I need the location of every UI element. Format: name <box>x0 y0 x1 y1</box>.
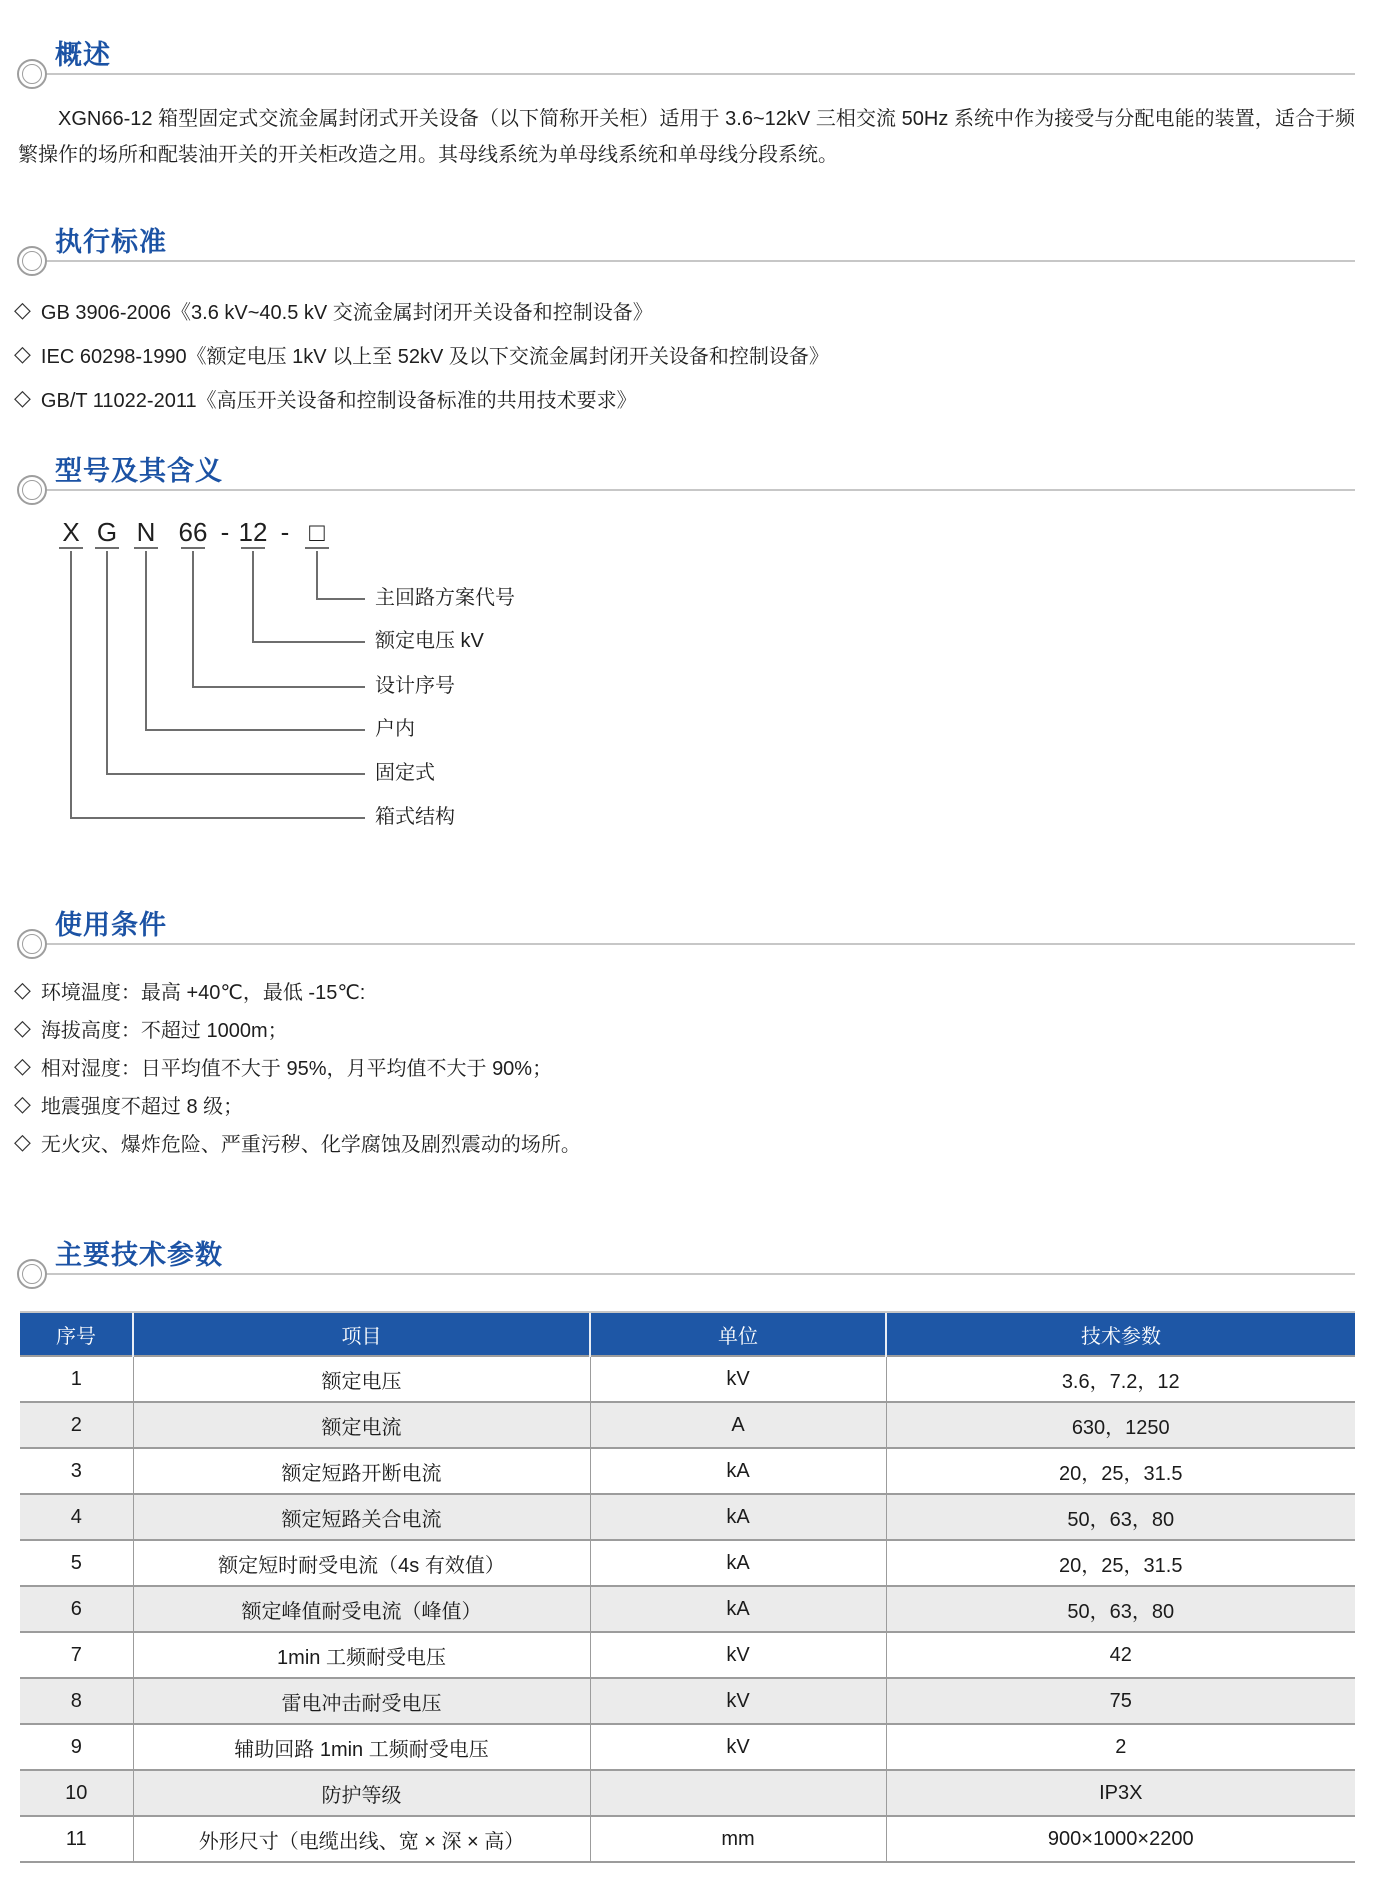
table-row <box>20 1770 1355 1816</box>
table-cell: 20，25，31.5 <box>886 1540 1355 1586</box>
table-cell: 4 <box>20 1494 133 1540</box>
diamond-bullet-icon: ◇ <box>14 341 31 366</box>
parameters-table <box>20 1311 1355 1863</box>
model-label: 设计序号 <box>375 675 455 697</box>
section-ring-inner-icon <box>22 64 42 84</box>
table-cell: kA <box>590 1586 886 1632</box>
table-cell: kV <box>590 1356 886 1402</box>
table-cell: 7 <box>20 1632 133 1678</box>
conditions-item <box>14 1047 1373 1085</box>
table-cell: 3 <box>20 1448 133 1494</box>
model-label: 箱式结构 <box>375 806 455 828</box>
diamond-bullet-icon: ◇ <box>14 1091 31 1116</box>
conditions-item-text: 无火灾、爆炸危险、严重污秽、化学腐蚀及剧烈震动的场所。 <box>40 1133 581 1156</box>
section-title-standards: 执行标准 <box>55 227 167 257</box>
section-model-header <box>0 449 1373 501</box>
table-row <box>20 1678 1355 1724</box>
table-cell: 10 <box>20 1770 133 1816</box>
conditions-item-text: 相对湿度：日平均值不大于 95%，月平均值不大于 90%； <box>40 1057 553 1080</box>
standards-item-text: GB/T 11022-2011《高压开关设备和控制设备标准的共用技术要求》 <box>40 389 637 412</box>
table-cell: kA <box>590 1448 886 1494</box>
table-cell: 防护等级 <box>133 1770 590 1816</box>
table-cell: 50，63，80 <box>886 1586 1355 1632</box>
table-cell: 50，63，80 <box>886 1494 1355 1540</box>
connector-tick <box>181 547 205 549</box>
model-label: 额定电压 kV <box>375 630 484 652</box>
conditions-item <box>14 1085 1373 1123</box>
table-cell: 额定短路关合电流 <box>133 1494 590 1540</box>
connector-line <box>106 773 365 775</box>
connector-line <box>252 551 254 641</box>
model-code-part: □ <box>309 517 325 547</box>
model-label: 户内 <box>375 718 415 740</box>
table-row <box>20 1724 1355 1770</box>
table-row <box>20 1402 1355 1448</box>
model-code-part: - <box>220 517 230 547</box>
table-cell: 1min 工频耐受电压 <box>133 1632 590 1678</box>
table-cell: mm <box>590 1816 886 1862</box>
section-rule <box>30 489 1355 491</box>
conditions-item <box>14 1009 1373 1047</box>
table-cell: kV <box>590 1632 886 1678</box>
table-cell: 42 <box>886 1632 1355 1678</box>
section-title-overview: 概述 <box>55 40 111 70</box>
table-cell: 20，25，31.5 <box>886 1448 1355 1494</box>
table-cell: 2 <box>886 1724 1355 1770</box>
connector-line <box>145 729 365 731</box>
table-cell: 900×1000×2200 <box>886 1816 1355 1862</box>
section-standards-header <box>0 220 1373 272</box>
table-cell: 辅助回路 1min 工频耐受电压 <box>133 1724 590 1770</box>
diamond-bullet-icon: ◇ <box>14 1129 31 1154</box>
table-cell: 5 <box>20 1540 133 1586</box>
table-row <box>20 1448 1355 1494</box>
section-rule <box>30 73 1355 75</box>
table-cell: 6 <box>20 1586 133 1632</box>
table-cell: 75 <box>886 1678 1355 1724</box>
table-row <box>20 1586 1355 1632</box>
table-cell: 额定短时耐受电流（4s 有效值） <box>133 1540 590 1586</box>
conditions-item-text: 环境温度：最高 +40℃，最低 -15℃: <box>40 981 366 1004</box>
table-cell: 1 <box>20 1356 133 1402</box>
section-ring-icon <box>17 475 47 505</box>
table-cell <box>590 1770 886 1816</box>
model-label: 主回路方案代号 <box>375 587 515 609</box>
section-ring-inner-icon <box>22 251 42 271</box>
section-ring-icon <box>17 59 47 89</box>
connector-line <box>192 551 194 686</box>
conditions-item <box>14 971 1373 1009</box>
model-code-part: X <box>62 517 80 547</box>
table-cell: 8 <box>20 1678 133 1724</box>
connector-line <box>70 817 365 819</box>
standards-item-text: IEC 60298-1990《额定电压 1kV 以上至 52kV 及以下交流金属封闭开关设备和控制设备》 <box>40 345 829 368</box>
section-overview-header <box>0 33 1373 85</box>
section-ring-icon <box>17 246 47 276</box>
section-ring-icon <box>17 1259 47 1289</box>
connector-line <box>106 551 108 773</box>
table-cell: IP3X <box>886 1770 1355 1816</box>
section-ring-inner-icon <box>22 934 42 954</box>
table-cell: 11 <box>20 1816 133 1862</box>
table-row <box>20 1540 1355 1586</box>
overview-paragraph: XGN66-12 箱型固定式交流金属封闭式开关设备（以下简称开关柜）适用于 3.6~12kV 三相交流 50Hz 系统中作为接受与分配电能的装置，适合于频繁操作的场所和配装油开关的开关柜改造之用。其母线系统为单母线系统和单母线分段系统。 <box>18 108 1355 166</box>
connector-line <box>192 686 365 688</box>
conditions-item <box>14 1123 1373 1161</box>
table-cell: 外形尺寸（电缆出线、宽 × 深 × 高） <box>133 1816 590 1862</box>
standards-item-text: GB 3906-2006《3.6 kV~40.5 kV 交流金属封闭开关设备和控制设备》 <box>40 301 653 324</box>
table-row <box>20 1494 1355 1540</box>
model-label: 固定式 <box>375 762 435 784</box>
section-rule <box>30 260 1355 262</box>
table-cell: kV <box>590 1724 886 1770</box>
section-title-parameters: 主要技术参数 <box>55 1240 223 1270</box>
table-header-cell: 技术参数 <box>886 1312 1355 1356</box>
table-cell: 630，1250 <box>886 1402 1355 1448</box>
table-row <box>20 1356 1355 1402</box>
connector-line <box>316 598 365 600</box>
conditions-list <box>0 971 1373 1161</box>
model-code-diagram <box>0 511 1373 833</box>
table-cell: 3.6，7.2，12 <box>886 1356 1355 1402</box>
table-cell: 9 <box>20 1724 133 1770</box>
table-header-cell: 单位 <box>590 1312 886 1356</box>
model-code-part: G <box>96 517 118 547</box>
table-row <box>20 1632 1355 1678</box>
model-code-part: 66 <box>178 517 208 547</box>
connector-tick <box>95 547 119 549</box>
table-cell: 额定短路开断电流 <box>133 1448 590 1494</box>
diamond-bullet-icon: ◇ <box>14 385 31 410</box>
table-header-cell: 项目 <box>133 1312 590 1356</box>
diamond-bullet-icon: ◇ <box>14 297 31 322</box>
standards-item <box>14 288 1373 332</box>
table-cell: 雷电冲击耐受电压 <box>133 1678 590 1724</box>
section-parameters-header <box>0 1233 1373 1285</box>
table-header-row <box>20 1312 1355 1356</box>
table-cell: A <box>590 1402 886 1448</box>
standards-item <box>14 376 1373 420</box>
connector-tick <box>59 547 83 549</box>
connector-line <box>70 551 72 817</box>
section-conditions-header <box>0 903 1373 955</box>
table-cell: 额定峰值耐受电流（峰值） <box>133 1586 590 1632</box>
diamond-bullet-icon: ◇ <box>14 1053 31 1078</box>
model-code-part: N <box>136 517 156 547</box>
diamond-bullet-icon: ◇ <box>14 977 31 1002</box>
connector-line <box>145 551 147 729</box>
connector-line <box>252 641 365 643</box>
connector-tick <box>134 547 158 549</box>
table-cell: 额定电流 <box>133 1402 590 1448</box>
section-rule <box>30 1273 1355 1275</box>
table-cell: kV <box>590 1678 886 1724</box>
conditions-item-text: 地震强度不超过 8 级； <box>40 1095 244 1118</box>
model-code-part: 12 <box>238 517 268 547</box>
section-title-conditions: 使用条件 <box>55 910 167 940</box>
model-code-part: - <box>280 517 290 547</box>
section-ring-inner-icon <box>22 1264 42 1284</box>
table-cell: kA <box>590 1540 886 1586</box>
section-rule <box>30 943 1355 945</box>
standards-item <box>14 332 1373 376</box>
connector-line <box>316 551 318 598</box>
table-cell: 额定电压 <box>133 1356 590 1402</box>
table-cell: 2 <box>20 1402 133 1448</box>
connector-tick <box>305 547 329 549</box>
table-row <box>20 1816 1355 1862</box>
section-ring-icon <box>17 929 47 959</box>
standards-list <box>0 288 1373 420</box>
section-ring-inner-icon <box>22 480 42 500</box>
table-cell: kA <box>590 1494 886 1540</box>
conditions-item-text: 海拔高度：不超过 1000m； <box>40 1019 288 1042</box>
connector-tick <box>241 547 265 549</box>
table-header-cell: 序号 <box>20 1312 133 1356</box>
diamond-bullet-icon: ◇ <box>14 1015 31 1040</box>
section-title-model: 型号及其含义 <box>55 456 223 486</box>
